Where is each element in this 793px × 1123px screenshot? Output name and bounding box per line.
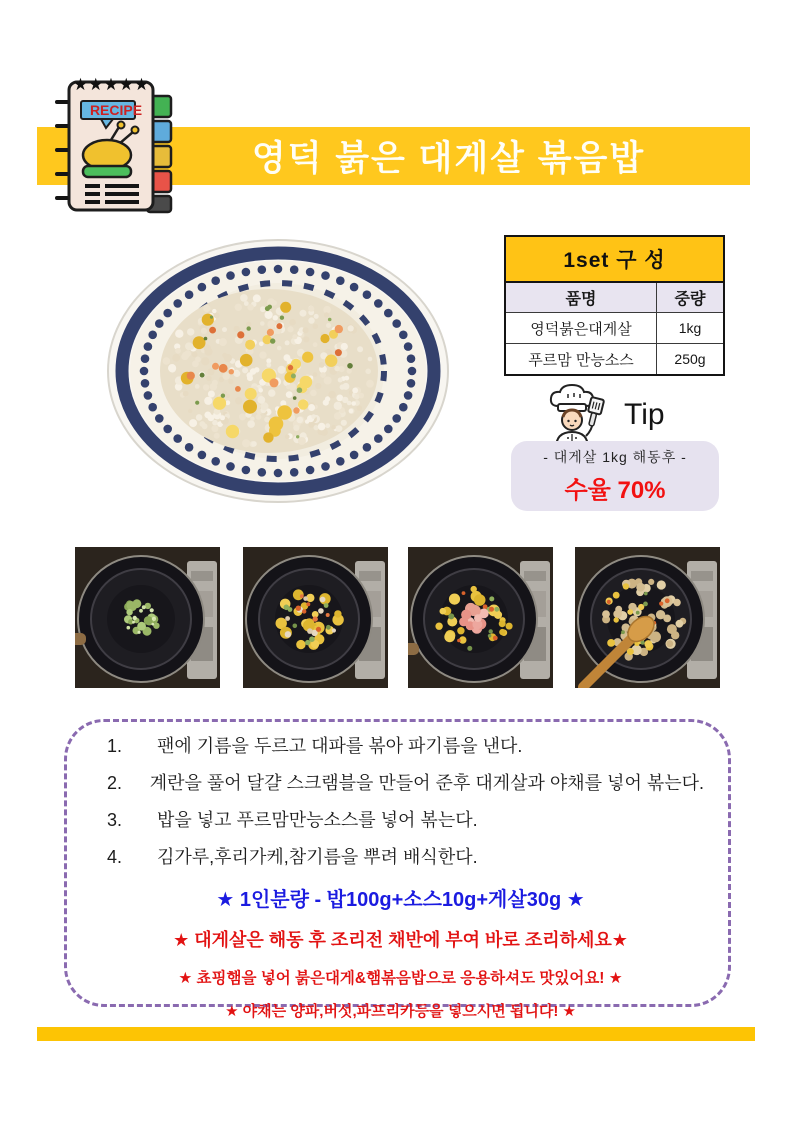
page-title: 영덕 붉은 대게살 볶음밥 [251, 139, 646, 178]
step-number: 2. [107, 773, 123, 793]
chef-icon [544, 384, 606, 448]
step-text: 팬에 기름을 두르고 대파를 볶아 파기름을 낸다. [157, 736, 523, 756]
warning-note: ★ 대게살은 해동 후 조리전 채반에 부여 바로 조리하세요★ [173, 930, 628, 950]
step-number: 1. [107, 736, 123, 756]
tip-yield: 수율 70% [564, 477, 666, 504]
portion-note: ★ 1인분량 - 밥100g+소스10g+게살30g ★ [216, 889, 585, 911]
instructions-box [64, 719, 731, 1020]
stars-icon: ★★★★★ [72, 75, 150, 94]
step-text: 계란을 풀어 달걀 스크램블을 만들어 준후 대게살과 야채를 넣어 볶는다. [149, 773, 704, 793]
instruction-step [97, 772, 704, 794]
column-header-name: 품명 [506, 283, 657, 312]
step-photo-2 [243, 547, 388, 688]
notebook-text-lines [85, 184, 139, 204]
recipe-notebook-icon [53, 70, 179, 216]
footer-bar [37, 1027, 755, 1041]
table-header-row [506, 283, 723, 312]
instruction-step [97, 809, 704, 831]
recipe-label: RECIPE [89, 102, 143, 118]
table-row [506, 312, 723, 343]
step-photo-3 [408, 547, 553, 688]
item-name: 영덕붉은대게살 [506, 313, 657, 343]
set-composition-table [504, 235, 725, 376]
step-number: 3. [107, 810, 123, 830]
item-name: 푸르맘 만능소스 [506, 344, 657, 374]
item-weight: 250g [674, 351, 706, 367]
step-text: 김가루,후리가케,참기름을 뿌려 배식한다. [157, 847, 478, 867]
pan-handle [75, 633, 86, 645]
tip-title: Tip [624, 398, 665, 431]
step-photo-1 [75, 547, 220, 688]
table-title: 1set 구 성 [506, 237, 723, 283]
step-text: 밥을 넣고 푸르맘만능소스를 넣어 볶는다. [157, 810, 478, 830]
vegetable-note: ★ 야채는 양파,버섯,파프리카등을 넣으시면 됩니다! ★ [225, 1003, 576, 1020]
tip-note: - 대게살 1kg 해동후 - [543, 449, 687, 465]
table-row [506, 343, 723, 374]
item-weight: 1kg [678, 320, 702, 336]
step-number: 4. [107, 847, 123, 867]
column-header-weight: 중량 [674, 291, 706, 308]
pan-handle [408, 643, 419, 655]
instruction-step [97, 846, 704, 868]
tip-box [511, 441, 719, 511]
variation-note: ★ 쵸핑햄을 넣어 붉은대게&햄볶음밥으로 응용하셔도 맛있어요! ★ [178, 970, 623, 987]
instruction-step [97, 735, 704, 757]
step-photo-4 [575, 547, 720, 688]
main-dish-photo [103, 232, 451, 518]
